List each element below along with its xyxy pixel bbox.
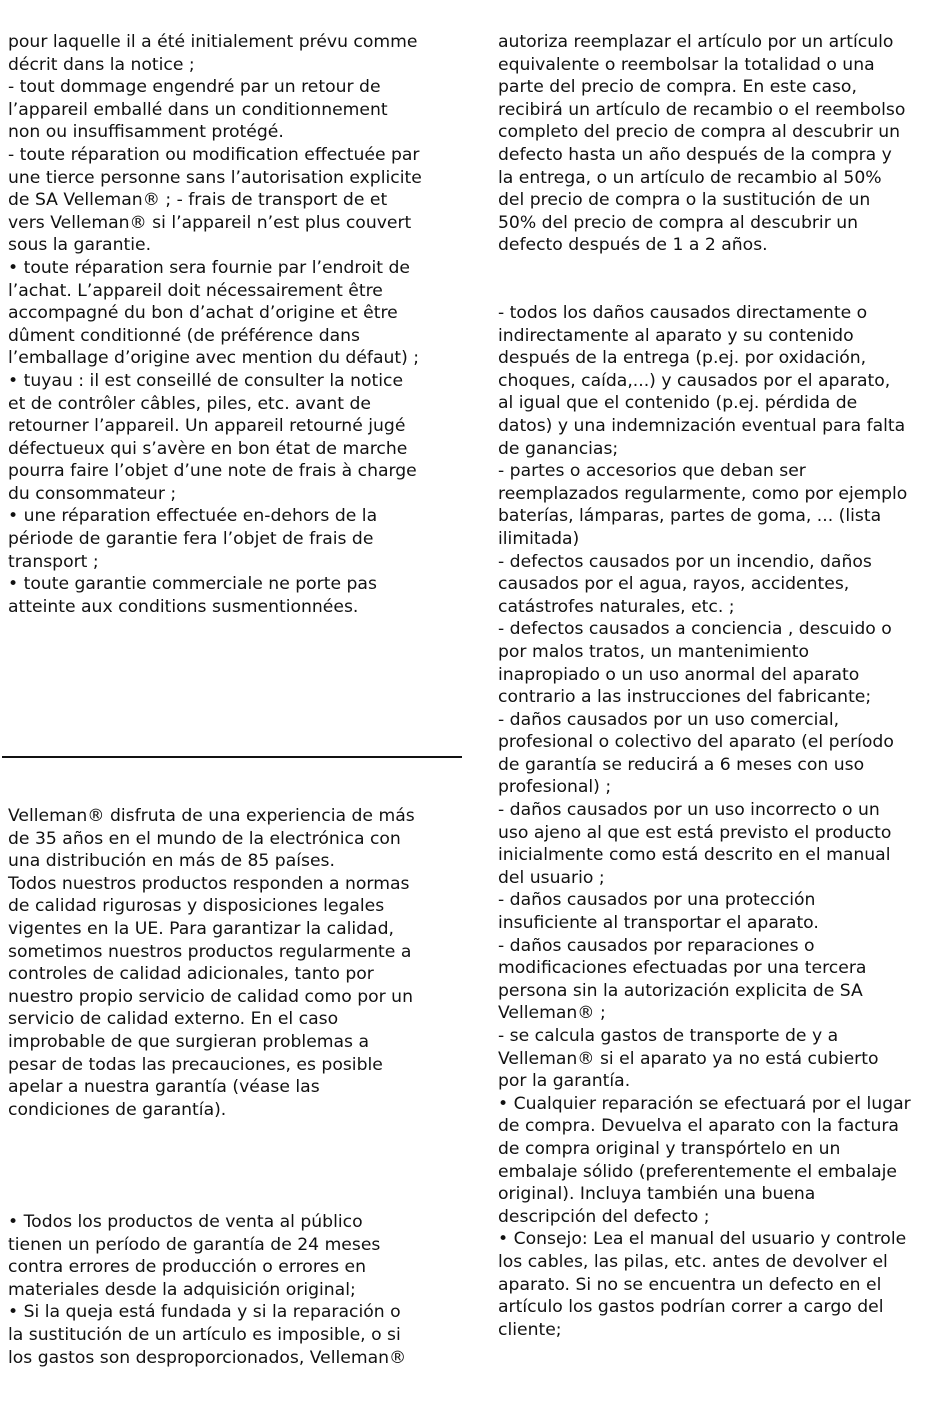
text-line: causados por el agua, rayos, accidentes,	[498, 574, 850, 595]
text-line: l’appareil emballé dans un conditionnement	[8, 99, 388, 120]
text-line: - defectos causados por un incendio, daños	[498, 551, 872, 572]
text-line: - partes o accesorios que deban ser	[498, 461, 806, 482]
text-line: - tout dommage engendré par un retour de	[8, 77, 381, 98]
text-line: et de contrôler câbles, piles, etc. avant de	[8, 393, 371, 414]
left-block-spanish-warranty-terms	[8, 1211, 406, 1369]
text-line: une tierce personne sans l’autorisation explicite	[8, 167, 422, 188]
text-line: condiciones de garantía).	[8, 1099, 227, 1120]
text-line: l’emballage d’origine avec mention du défaut) ;	[8, 348, 420, 369]
text-line: recibirá un artículo de recambio o el reembolso	[498, 99, 906, 120]
text-line: contrario a las instrucciones del fabricante;	[498, 687, 872, 708]
text-line: reemplazados regularmente, como por ejemplo	[498, 483, 908, 504]
text-line: • une réparation effectuée en-dehors de la	[8, 506, 378, 527]
text-line: los cables, las pilas, etc. antes de devolver el	[498, 1251, 888, 1272]
text-line: • toute réparation sera fournie par l’endroit de	[8, 257, 410, 278]
text-line: ilimitada)	[498, 528, 580, 549]
text-line: servicio de calidad externo. En el caso	[8, 1009, 339, 1030]
text-line: del usuario ;	[498, 867, 605, 888]
text-line: de compra original y transpórtelo en un	[498, 1138, 841, 1159]
text-line: • Si la queja está fundada y si la reparación o	[8, 1302, 401, 1323]
text-line: - defectos causados a conciencia , descuido o	[498, 619, 892, 640]
text-line: retourner l’appareil. Un appareil retourné jugé	[8, 416, 406, 437]
text-line: de SA Velleman® ; - frais de transport de et	[8, 190, 388, 211]
text-line: • tuyau : il est conseillé de consulter la notice	[8, 370, 404, 391]
text-line: defecto después de 1 a 2 años.	[498, 235, 768, 256]
left-block-french-warranty	[8, 31, 422, 618]
text-line: - se calcula gastos de transporte de y a	[498, 1026, 839, 1046]
text-line: sous la garantie.	[8, 235, 152, 256]
text-line: improbable de que surgieran problemas a	[8, 1031, 370, 1052]
text-line: después de la entrega (p.ej. por oxidación,	[498, 348, 867, 369]
text-line: original). Incluya también una buena	[498, 1184, 816, 1205]
text-line: al igual que el contenido (p.ej. pérdida de	[498, 393, 858, 414]
text-line: transport ;	[8, 551, 99, 572]
text-line: - daños causados por un uso comercial,	[498, 709, 840, 730]
text-line: profesional o colectivo del aparato (el período	[498, 732, 894, 753]
text-line: - daños causados por un uso incorrecto o un	[498, 800, 880, 821]
text-line: décrit dans la notice ;	[8, 54, 195, 75]
text-line: de ganancias;	[498, 438, 619, 459]
text-line: - daños causados por una protección	[498, 890, 816, 911]
text-line: dûment conditionné (de préférence dans	[8, 325, 360, 346]
text-line: defecto hasta un año después de la compra y	[498, 144, 892, 165]
text-line: Velleman® si el aparato ya no está cubierto	[498, 1048, 879, 1069]
text-line: 50% del precio de compra al descubrir un	[498, 212, 859, 233]
text-line: du consommateur ;	[8, 483, 177, 504]
text-line: completo del precio de compra al descubrir un	[498, 122, 901, 143]
text-line: sometimos nuestros productos regularmente a	[8, 941, 412, 962]
text-line: de 35 años en el mundo de la electrónica con	[8, 828, 401, 849]
text-line: pourra faire l’objet d’une note de frais à charge	[8, 461, 417, 482]
text-line: pour laquelle il a été initialement prévu comme	[8, 32, 418, 52]
text-line: accompagné du bon d’achat d’origine et être	[8, 303, 398, 324]
text-line: pesar de todas las precauciones, es posible	[8, 1054, 383, 1075]
text-line: • Cualquier reparación se efectuará por el lugar	[498, 1093, 911, 1114]
text-line: aparato. Si no se encuentra un defecto en el	[498, 1274, 882, 1295]
text-line: parte del precio de compra. En este caso,	[498, 77, 857, 98]
text-line: la sustitución de un artículo es imposible, o si	[8, 1324, 401, 1345]
text-line: non ou insuffisamment protégé.	[8, 122, 284, 143]
text-line: choques, caída,...) y causados por el aparato,	[498, 370, 891, 391]
text-line: Velleman® disfruta de una experiencia de más	[8, 806, 415, 826]
text-line: nuestro propio servicio de calidad como por un	[8, 986, 413, 1007]
text-line: - todos los daños causados directamente o	[498, 303, 868, 323]
text-line: materiales desde la adquisición original;	[8, 1279, 356, 1300]
text-line: tienen un período de garantía de 24 meses	[8, 1234, 381, 1255]
text-line: période de garantie fera l’objet de frais de	[8, 529, 374, 550]
text-line: contra errores de producción o errores en	[8, 1257, 366, 1278]
text-line: Todos nuestros productos responden a normas	[8, 873, 410, 894]
text-line: • Consejo: Lea el manual del usuario y controle	[498, 1229, 907, 1250]
text-line: indirectamente al aparato y su contenido	[498, 325, 854, 346]
text-line: apelar a nuestra garantía (véase las	[8, 1077, 320, 1098]
text-line: por la garantía.	[498, 1071, 631, 1092]
text-line: la entrega, o un artículo de recambio al 50%	[498, 167, 882, 188]
text-line: inapropiado o un uso anormal del aparato	[498, 664, 860, 685]
text-line: descripción del defecto ;	[498, 1206, 710, 1227]
text-line: • toute garantie commerciale ne porte pas	[8, 574, 377, 595]
text-line: equivalente o reembolsar la totalidad o una	[498, 54, 875, 75]
right-block-spanish-exclusions	[498, 302, 911, 1341]
text-line: los gastos son desproporcionados, Velleman®	[8, 1347, 407, 1368]
text-line: persona sin la autorización explicita de SA	[498, 980, 863, 1001]
text-line: baterías, lámparas, partes de goma, ... (lista	[498, 506, 882, 527]
text-line: atteinte aux conditions susmentionnées.	[8, 596, 359, 617]
text-line: - toute réparation ou modification effectuée par	[8, 144, 420, 165]
text-line: del precio de compra o la sustitución de un	[498, 190, 871, 211]
text-line: autoriza reemplazar el artículo por un artículo	[498, 32, 894, 52]
text-line: de calidad rigurosas y disposiciones legales	[8, 896, 385, 917]
text-line: Velleman® ;	[498, 1003, 606, 1024]
text-line: por malos tratos, un mantenimiento	[498, 641, 810, 662]
text-line: controles de calidad adicionales, tanto por	[8, 964, 374, 985]
text-line: catástrofes naturales, etc. ;	[498, 596, 735, 617]
right-block-spanish-warranty-continued	[498, 31, 905, 257]
text-line: modificaciones efectuadas por una tercera	[498, 958, 867, 979]
text-line: una distribución en más de 85 países.	[8, 851, 335, 872]
text-line: profesional) ;	[498, 777, 612, 798]
text-line: artículo los gastos podrían correr a cargo del	[498, 1297, 884, 1318]
text-line: inicialmente como está descrito en el manual	[498, 845, 891, 866]
text-line: cliente;	[498, 1319, 562, 1340]
text-line: uso ajeno al que est está previsto el producto	[498, 822, 892, 843]
text-line: l’achat. L’appareil doit nécessairement être	[8, 280, 383, 301]
text-line: défectueux qui s’avère en bon état de marche	[8, 438, 408, 459]
text-line: vers Velleman® si l’appareil n’est plus couvert	[8, 212, 412, 233]
text-line: - daños causados por reparaciones o	[498, 935, 815, 956]
text-line: embalaje sólido (preferentemente el embalaje	[498, 1161, 897, 1182]
section-divider	[2, 756, 462, 758]
text-line: vigentes en la UE. Para garantizar la calidad,	[8, 918, 394, 939]
text-line: insuficiente al transportar el aparato.	[498, 913, 819, 934]
text-line: de compra. Devuelva el aparato con la factura	[498, 1116, 899, 1137]
left-block-spanish-intro	[8, 805, 415, 1121]
text-line: datos) y una indemnización eventual para falta	[498, 415, 906, 436]
text-line: • Todos los productos de venta al público	[8, 1212, 363, 1232]
text-line: de garantía se reducirá a 6 meses con uso	[498, 754, 865, 775]
